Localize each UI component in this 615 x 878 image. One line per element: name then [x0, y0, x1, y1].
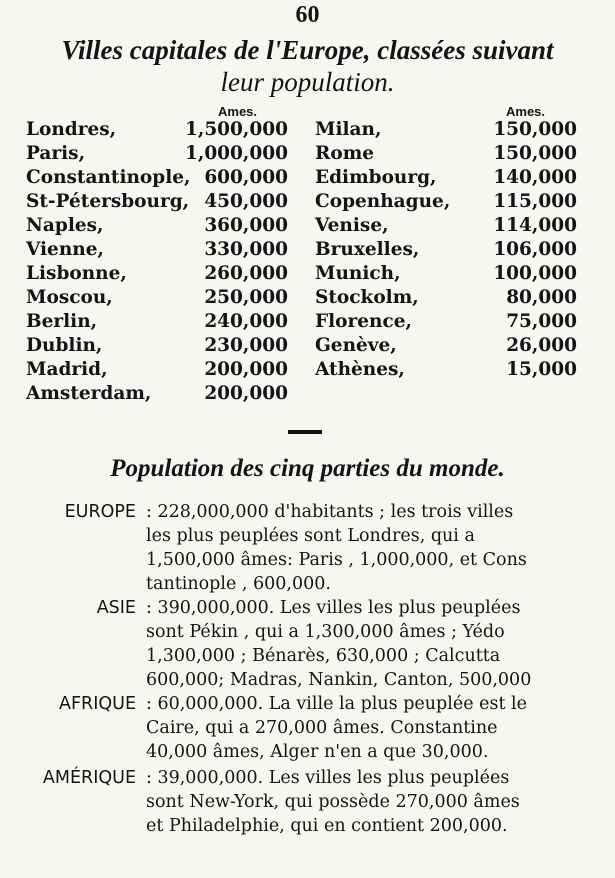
capital-row [315, 334, 577, 358]
city-population: 330,000 [204, 239, 288, 260]
capital-row [315, 358, 577, 382]
city-name: Madrid, [26, 359, 108, 380]
description-line: 1,300,000 ; Bénarès, 630,000 ; Calcutta [146, 646, 501, 666]
city-name: Athènes, [315, 359, 405, 380]
city-population: 140,000 [493, 167, 577, 188]
city-population: 26,000 [506, 335, 577, 356]
capital-row [26, 262, 288, 286]
capital-row [315, 286, 577, 310]
city-name: Berlin, [26, 311, 98, 332]
capital-row [26, 166, 288, 190]
section-divider [288, 430, 322, 434]
continent-name: ASIE [96, 598, 136, 618]
section-title: Population des cinq parties du monde. [110, 455, 505, 482]
continent-name: EUROPE [64, 502, 136, 522]
city-name: St-Pétersbourg, [26, 191, 190, 212]
city-name: Paris, [26, 143, 86, 164]
page-title-line-2: leur population. [220, 67, 395, 97]
city-population: 150,000 [493, 143, 577, 164]
capital-row [26, 238, 288, 262]
continent-description [146, 500, 586, 596]
capital-row [26, 334, 288, 358]
city-name: Amsterdam, [26, 383, 152, 404]
description-line: sont New-York, qui possède 270,000 âmes [146, 792, 520, 812]
capital-row [315, 118, 577, 142]
continent-description [146, 692, 586, 764]
description-line: tantinople , 600,000. [146, 574, 331, 594]
city-name: Genève, [315, 335, 397, 356]
city-population: 114,000 [493, 215, 577, 236]
city-name: Dublin, [26, 335, 103, 356]
capital-row [315, 214, 577, 238]
capital-row [26, 214, 288, 238]
description-line: 40,000 âmes, Alger n'en a que 30,000. [146, 742, 489, 762]
capitals-column-right [315, 118, 577, 382]
city-population: 106,000 [493, 239, 577, 260]
city-population: 100,000 [493, 263, 577, 284]
city-name: Moscou, [26, 287, 113, 308]
capital-row [26, 142, 288, 166]
capitals-column-left [26, 118, 288, 406]
description-line: : 228,000,000 d'habitants ; les trois villes [146, 502, 514, 522]
city-name: Bruxelles, [315, 239, 420, 260]
city-population: 250,000 [204, 287, 288, 308]
capital-row [26, 286, 288, 310]
city-name: Londres, [26, 119, 117, 140]
capital-row [26, 310, 288, 334]
page-title-line-1: Villes capitales de l'Europe, classées suivant [61, 35, 554, 65]
city-name: Munich, [315, 263, 401, 284]
city-name: Rome [315, 143, 375, 164]
city-population: 360,000 [204, 215, 288, 236]
city-population: 115,000 [493, 191, 577, 212]
page-number: 60 [295, 2, 320, 28]
capital-row [26, 358, 288, 382]
city-name: Lisbonne, [26, 263, 127, 284]
description-line: : 390,000,000. Les villes les plus peuplées [146, 598, 521, 618]
description-line: 600,000; Madras, Nankin, Canton, 500,000 [146, 670, 532, 690]
description-line: et Philadelphie, qui en contient 200,000. [146, 816, 508, 836]
description-line: Caire, qui a 270,000 âmes. Constantine [146, 718, 498, 738]
city-population: 450,000 [204, 191, 288, 212]
capital-row [315, 238, 577, 262]
capital-row [26, 118, 288, 142]
continent-description [146, 766, 586, 838]
city-name: Naples, [26, 215, 104, 236]
city-name: Stockolm, [315, 287, 419, 308]
city-population: 15,000 [506, 359, 577, 380]
city-population: 150,000 [493, 119, 577, 140]
capital-row [315, 310, 577, 334]
city-population: 230,000 [204, 335, 288, 356]
city-population: 200,000 [204, 359, 288, 380]
description-line: : 39,000,000. Les villes les plus peuplées [146, 768, 510, 788]
continent-name: AFRIQUE [59, 694, 136, 714]
city-population: 260,000 [204, 263, 288, 284]
city-population: 80,000 [506, 287, 577, 308]
unit-label-left: Ames. [218, 104, 258, 119]
city-population: 1,000,000 [185, 143, 288, 164]
description-line: : 60,000,000. La ville la plus peuplée est le [146, 694, 527, 714]
unit-label-right: Ames. [506, 104, 546, 119]
city-name: Venise, [315, 215, 389, 236]
description-line: sont Pékin , qui a 1,300,000 âmes ; Yédo [146, 622, 505, 642]
city-population: 600,000 [204, 167, 288, 188]
city-name: Milan, [315, 119, 382, 140]
description-line: les plus peuplées sont Londres, qui a [146, 526, 475, 546]
city-name: Copenhague, [315, 191, 451, 212]
city-name: Constantinople, [26, 167, 191, 188]
description-line: 1,500,000 âmes: Paris , 1,000,000, et Cons [146, 550, 527, 570]
capital-row [315, 166, 577, 190]
capital-row [315, 190, 577, 214]
city-name: Vienne, [26, 239, 104, 260]
capital-row [315, 262, 577, 286]
continent-description [146, 596, 586, 692]
city-population: 240,000 [204, 311, 288, 332]
city-population: 200,000 [204, 383, 288, 404]
city-name: Edimbourg, [315, 167, 437, 188]
city-name: Florence, [315, 311, 412, 332]
continent-name: AMÉRIQUE [42, 768, 136, 788]
city-population: 1,500,000 [185, 119, 288, 140]
city-population: 75,000 [506, 311, 577, 332]
capital-row [315, 142, 577, 166]
capital-row [26, 382, 288, 406]
capital-row [26, 190, 288, 214]
